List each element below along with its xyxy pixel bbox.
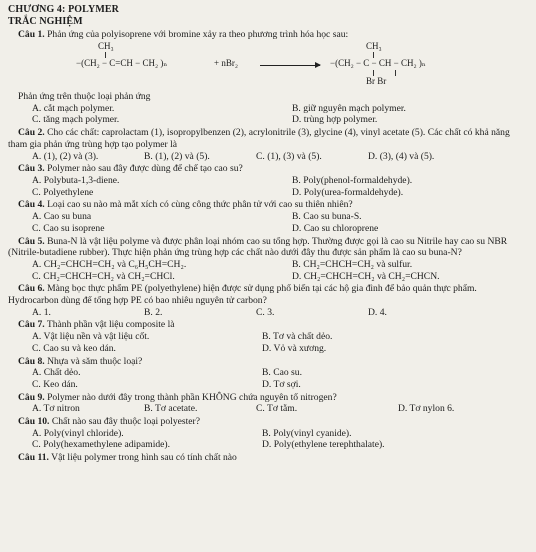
question-1-option-b[interactable]: B. giữ nguyên mạch polymer. bbox=[292, 102, 406, 114]
question-9 bbox=[8, 392, 528, 404]
question-6-number: Câu 6. bbox=[18, 283, 45, 295]
question-1-option-c[interactable]: C. tăng mạch polymer. bbox=[32, 114, 120, 126]
question-8-option-b[interactable]: B. Cao su. bbox=[262, 367, 302, 379]
question-2-option-c[interactable]: C. (1), (3) và (5). bbox=[256, 150, 322, 162]
question-10-option-b[interactable]: B. Poly(vinyl cyanide). bbox=[262, 427, 352, 439]
question-10-number: Câu 10. bbox=[18, 416, 50, 428]
question-2-option-a[interactable]: A. (1), (2) và (3). bbox=[32, 150, 99, 162]
question-3-option-d[interactable]: D. Poly(urea-formaldehyde). bbox=[292, 186, 404, 198]
question-6-option-d[interactable]: D. 4. bbox=[368, 306, 387, 318]
question-11-number: Câu 11. bbox=[18, 452, 49, 464]
question-8-number: Câu 8. bbox=[18, 355, 45, 367]
question-7-option-c[interactable]: C. Cao su và keo dán. bbox=[32, 342, 116, 354]
question-3-option-c[interactable]: C. Polyethylene bbox=[32, 186, 94, 198]
question-10-option-a[interactable]: A. Poly(vinyl chloride). bbox=[32, 427, 124, 439]
question-5 bbox=[8, 236, 528, 259]
question-10 bbox=[8, 416, 528, 428]
question-3-text: Polymer nào sau đây được dùng để chế tạo cao su? bbox=[47, 163, 243, 175]
question-5-option-b[interactable]: B. CH₂=CHCH=CH₂ và sulfur. bbox=[292, 258, 413, 270]
bromine-reagent: + nBr₂ bbox=[214, 58, 238, 69]
question-6-options bbox=[32, 307, 528, 319]
question-3-options bbox=[32, 175, 528, 198]
question-9-text: Polymer nào dưới đây trong thành phần KHÔNG chứa nguyên tố nitrogen? bbox=[47, 391, 337, 403]
question-6-text: Màng bọc thực phẩm PE (polyethylene) hiện được sử dụng phổ biến tại các hộ gia đình để bảo quản thực phẩm. Hydrocarbon dùng để tổng hợp PE có bao nhiêu nguyên tử carbon? bbox=[8, 283, 477, 307]
question-6-option-c[interactable]: C. 3. bbox=[256, 306, 275, 318]
question-6 bbox=[8, 283, 528, 306]
question-3 bbox=[8, 163, 528, 175]
bromine-substituents: Br Br bbox=[366, 76, 387, 87]
question-5-option-a[interactable]: A. CH₂=CHCH=CH₂ và C₆H₅CH=CH₂. bbox=[32, 258, 187, 270]
question-7-option-a[interactable]: A. Vật liệu nền và vật liệu cốt. bbox=[32, 331, 150, 343]
question-5-text: Buna-N là vật liệu polyme và được phân loại nhóm cao su tổng hợp. Thường được gọi là cao su Nitrile hay cao su NBR (Nitrile-butadiene rubber). Thực hiện phản ứng trùng hợp các chất nào dưới đây thu được sản phẩm là cao su buna-N? bbox=[8, 235, 508, 259]
question-8-option-d[interactable]: D. Tơ sợi. bbox=[262, 378, 301, 390]
question-1-option-a[interactable]: A. cắt mạch polymer. bbox=[32, 102, 115, 114]
question-4-number: Câu 4. bbox=[18, 199, 45, 211]
question-9-option-d[interactable]: D. Tơ nylon 6. bbox=[398, 403, 455, 415]
question-9-option-b[interactable]: B. Tơ acetate. bbox=[144, 403, 198, 415]
question-7-option-b[interactable]: B. Tơ và chất dẻo. bbox=[262, 331, 333, 343]
br-bond-2 bbox=[395, 70, 396, 76]
question-2-option-b[interactable]: B. (1), (2) và (5). bbox=[144, 150, 210, 162]
question-3-number: Câu 3. bbox=[18, 163, 45, 175]
question-1-options bbox=[32, 103, 528, 126]
question-7-option-d[interactable]: D. Vỏ và xương. bbox=[262, 342, 327, 354]
question-8 bbox=[8, 356, 528, 368]
question-5-options bbox=[32, 259, 528, 282]
question-1-number: Câu 1. bbox=[18, 29, 45, 41]
question-9-number: Câu 9. bbox=[18, 391, 45, 403]
chapter-title: CHƯƠNG 4: POLYMER bbox=[8, 4, 119, 15]
question-11-text: Vật liệu polymer trong hình sau có tính chất nào bbox=[51, 452, 237, 464]
question-10-option-d[interactable]: D. Poly(ethylene terephthalate). bbox=[262, 439, 385, 451]
question-4 bbox=[8, 199, 528, 211]
question-3-option-b[interactable]: B. Poly(phenol-formaldehyde). bbox=[292, 175, 413, 186]
question-6-option-b[interactable]: B. 2. bbox=[144, 306, 163, 318]
question-2-options bbox=[32, 151, 528, 163]
question-2-text: Cho các chất: caprolactam (1), isopropylbenzen (2), acrylonitrile (3), glycine (4), vinyl acetate (5). Các chất có khả năng tham gia phản ứng trùng hợp tạo polymer là bbox=[8, 127, 510, 150]
question-8-option-a[interactable]: A. Chất dẻo. bbox=[32, 367, 81, 379]
question-8-text: Nhựa và săm thuộc loại? bbox=[47, 355, 143, 367]
question-6-option-a[interactable]: A. 1. bbox=[32, 306, 51, 318]
reaction-equation bbox=[28, 41, 528, 89]
question-4-option-a[interactable]: A. Cao su buna bbox=[32, 211, 92, 223]
question-7-text: Thành phần vật liệu composite là bbox=[46, 319, 175, 331]
question-10-text: Chất nào sau đây thuộc loại polyester? bbox=[51, 416, 200, 428]
section-title: TRẮC NGHIỆM bbox=[8, 16, 83, 28]
question-3-option-a[interactable]: A. Polybuta-1,3-diene. bbox=[32, 175, 120, 186]
question-4-option-d[interactable]: D. Cao su chloroprene bbox=[292, 222, 379, 234]
question-1-option-d[interactable]: D. trùng hợp polymer. bbox=[292, 114, 378, 126]
question-4-text: Loại cao su nào mà mắt xích có cùng công thức phân tử với cao su thiên nhiên? bbox=[47, 199, 353, 211]
question-2-option-d[interactable]: D. (3), (4) và (5). bbox=[368, 150, 435, 162]
question-7 bbox=[8, 319, 528, 331]
question-10-options bbox=[32, 428, 528, 451]
question-5-option-c[interactable]: C. CH₂=CHCH=CH₂ và CH₂=CHCl. bbox=[32, 270, 175, 282]
right-ch3-label: CH₃ bbox=[366, 41, 382, 52]
question-1-text: Phản ứng của polyisoprene với bromine xảy ra theo phương trình hóa học sau: bbox=[47, 29, 349, 41]
question-5-number: Câu 5. bbox=[18, 235, 45, 247]
question-2-number: Câu 2. bbox=[18, 127, 45, 139]
question-4-option-c[interactable]: C. Cao su isoprene bbox=[32, 222, 105, 234]
question-11 bbox=[8, 452, 528, 464]
question-4-options bbox=[32, 211, 528, 234]
question-8-options bbox=[32, 367, 528, 390]
product-formula: −(CH₂ − C − CH − CH₂ )ₙ bbox=[330, 58, 426, 69]
question-9-options bbox=[32, 403, 528, 415]
left-ch3-label: CH₃ bbox=[98, 41, 114, 52]
question-4-option-b[interactable]: B. Cao su buna-S. bbox=[292, 211, 362, 223]
question-8-option-c[interactable]: C. Keo dán. bbox=[32, 378, 78, 390]
question-5-option-d[interactable]: D. CH₂=CHCH=CH₂ và CH₂=CHCN. bbox=[292, 270, 440, 282]
question-7-number: Câu 7. bbox=[18, 319, 45, 331]
question-1 bbox=[8, 29, 528, 41]
reactant-formula: −(CH₂ − C=CH − CH₂ )ₙ bbox=[76, 58, 168, 69]
question-7-options bbox=[32, 331, 528, 354]
question-2 bbox=[8, 127, 528, 150]
question-10-option-c[interactable]: C. Poly(hexamethylene adipamide). bbox=[32, 439, 171, 451]
question-9-option-a[interactable]: A. Tơ nitron bbox=[32, 403, 80, 415]
question-1-tail: Phản ứng trên thuộc loại phản ứng bbox=[18, 91, 151, 103]
question-9-option-c[interactable]: C. Tơ tằm. bbox=[256, 403, 298, 415]
reaction-arrow bbox=[260, 65, 320, 66]
